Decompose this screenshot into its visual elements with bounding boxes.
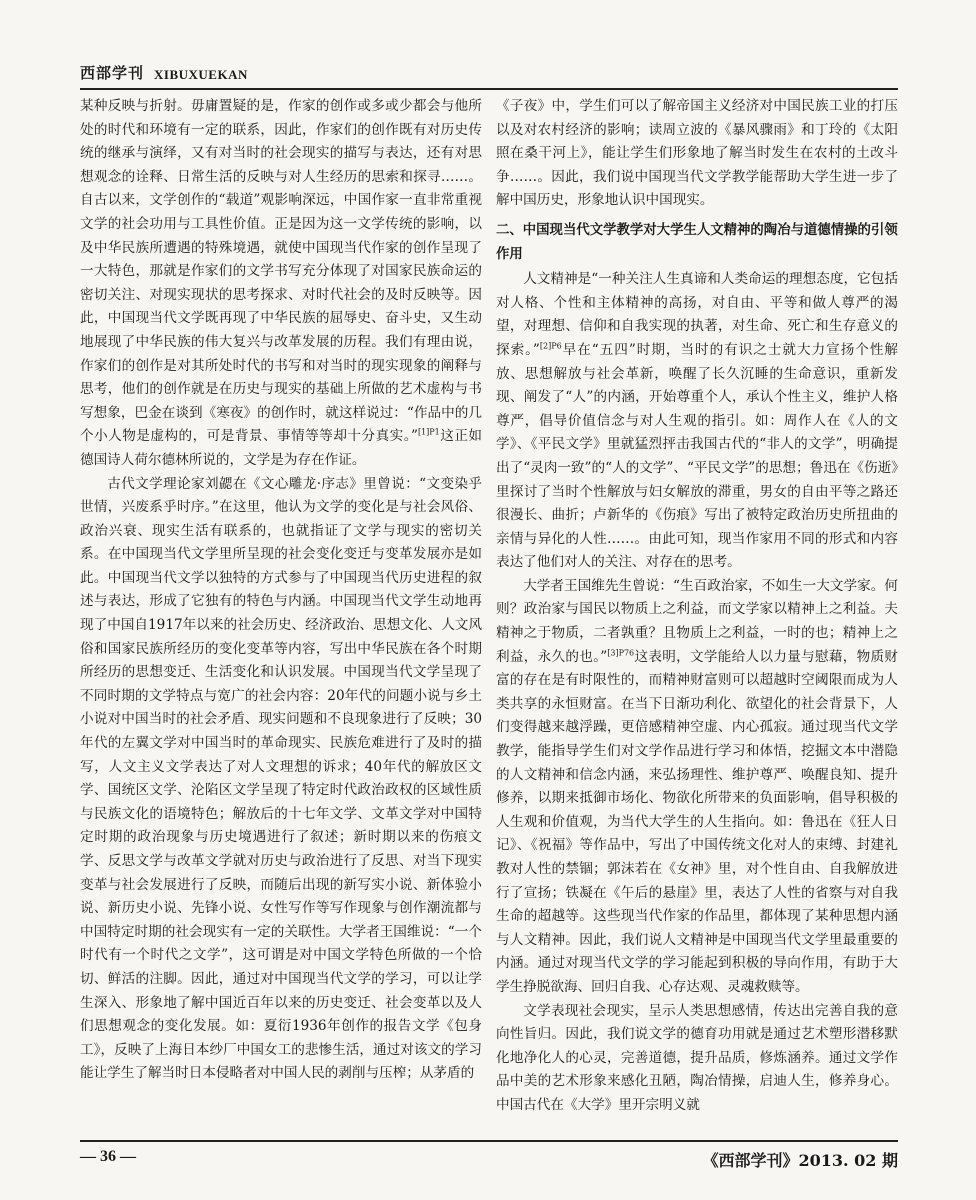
body-columns (80, 95, 898, 1128)
citation-ref: [3]P76 (607, 648, 635, 658)
paragraph: 文学表现社会现实，呈示人类思想感情，传达出完善自我的意向性旨归。因此，我们说文学的德育功用就是通过艺术塑形潜移默化地净化人的心灵，完善道德，提升品质，修炼涵养。通过文学作品中美的艺术形象来感化丑陋，陶冶情操，启迪人生，修养身心。中国古代在《大学》里开宗明义就 (496, 1002, 898, 1113)
paragraph: 某种反映与折射。毋庸置疑的是，作家的创作或多或少都会与他所处的时代和环境有一定的联系，因此，作家们的创作既有对历史传统的继承与演绎，又有对当时的社会现实的描写与表达，还有对思想观念的诠释、日常生活的反映与对人生经历的思索和探寻……。自古以来，文学创作的“载道”观影响深远，中国作家一直非常重视文学的社会功用与工具性价值。正是因为这一文学传统的影响，以及中华民族所遭遇的特殊境遇，就使中国现当代作家的创作呈现了一大特色，那就是作家们的文学书写充分体现了对国家民族命运的密切关注、对现实现状的思考探求、对时代社会的及时反映等。因此，中国现当代文学既再现了中华民族的屈辱史、奋斗史，又生动地展现了中华民族的伟大复兴与改革发展的历程。我们有理由说，作家们的创作是对其所处时代的书写和对当时的现实现象的阐释与思考，他们的创作就是在历史与现实的基础上所做的艺术虚构与书写想象，巴金在谈到《寒夜》的创作时，就这样说过：“作品中的几个小人物是虚构的，可是背景、事情等等却十分真实。”$^{[1]P1}$这正如德国诗人荷尔德林所说的，文学是为存在作证。 (80, 98, 482, 468)
left-column (80, 95, 482, 1128)
journal-name-en: XIBUXUEKAN (154, 67, 248, 82)
page-footer (80, 1140, 898, 1176)
section-heading: 二、中国现当代文学教学对大学生人文精神的陶冶与道德情操的引领作用 (496, 222, 898, 262)
page-number: — 36 — (80, 1148, 136, 1165)
paragraph: 大学者王国维先生曾说：“生百政治家，不如生一大文学家。何则？政治家与国民以物质上之利益，而文学家以精神上之利益。夫精神之于物质，二者孰重？且物质上之利益，一时的也；精神上之利益，永久的也。”$^{[3]P76}$这表明，文学能给人以力量与慰藉，物质财富的存在是有时限性的，而精神财富则可以超越时空阈限而成为人类共享的永恒财富。在当下日渐功利化、欲望化的社会背景下，人们变得越来越浮躁，更倍感精神空虚、内心孤寂。通过现当代文学教学，能指导学生们对文学作品进行学习和体悟，挖掘文本中潜隐的人文精神和信念内涵，来弘扬理性、维护尊严、唤醒良知、提升修养，以期来抵御市场化、物欲化所带来的负面影响，倡导积极的人生观和价值观，为当代大学生的人生指向。如：鲁迅在《狂人日记》、《祝福》等作品中，写出了中国传统文化对人的束缚、封建礼教对人性的禁锢；郭沫若在《女神》里，对个性自由、自我解放进行了宣扬；铁凝在《午后的悬崖》里，表达了人性的省察与对自我生命的超越等。这些现当代作家的作品里，都体现了某种思想内涵与人文精神。因此，我们说人文精神是中国现当代文学里最重要的内涵。通过对现当代文学的学习能起到积极的导向作用，有助于大学生挣脱欲海、回归自我、心存达观、灵魂救赎等。 (496, 577, 898, 995)
journal-name-cn: 西部学刊 (80, 64, 145, 82)
journal-issue: 《西部学刊》2013. 02 期 (702, 1151, 898, 1170)
citation-ref: [1]P1 (417, 427, 440, 437)
paragraph: 《子夜》中，学生们可以了解帝国主义经济对中国民族工业的打压以及对农村经济的影响；读周立波的《暴风骤雨》和丁玲的《太阳照在桑干河上》，能让学生们形象地了解当时发生在农村的土改斗争……。因此，我们说中国现当代文学教学能帮助大学生进一步了解中国历史，形象地认识中国现实。 (496, 98, 898, 209)
paragraph: 人文精神是“一种关注人生真谛和人类命运的理想态度，它包括对人格、个性和主体精神的高扬，对自由、平等和做人尊严的渴望，对理想、信仰和自我实现的执著，对生命、死亡和生存意义的探索。”$^{[2]P6}$早在“五四”时期，当时的有识之士就大力宣扬个性解放、思想解放与社会革新，唤醒了长久沉睡的生命意识，重新发现、阐发了“人”的内涵，开始尊重个人，承认个性主义，维护人格尊严，倡导价值信念与对人生观的指引。如：周作人在《人的文学》、《平民文学》里就猛烈抨击我国古代的“非人的文学”，明确提出了“灵肉一致”的“人的文学”、“平民文学”的思想；鲁迅在《伤逝》里探讨了当时个性解放与妇女解放的滞重，男女的自由平等之路还很漫长、曲折；卢新华的《伤痕》写出了被特定政治历史所扭曲的亲情与异化的人性……。由此可知，现当作家用不同的形式和内容表达了他们对人的关注、对存在的思考。 (496, 271, 898, 571)
right-column (496, 95, 898, 1128)
running-header (80, 60, 898, 90)
citation-ref: [2]P6 (539, 341, 562, 351)
paragraph: 古代文学理论家刘勰在《文心雕龙·序志》里曾说：“文变染乎世情，兴废系乎时序。”在这里，他认为文学的变化是与社会风俗、政治兴衰、现实生活有联系的，也就指证了文学与现实的密切关系。在中国现当代文学里所呈现的社会变化变迁与变革发展亦是如此。中国现当代文学以独特的方式参与了中国现当代历史进程的叙述与表达，形成了它独有的特色与内涵。中国现当代文学生动地再现了中国自1917年以来的社会历史、经济政治、思想文化、人文风俗和国家民族所经历的变化变革等内容，写出中华民族在各个时期所经历的思想变迁、生活变化和认识发展。中国现当代文学呈现了不同时期的文学特点与宽广的社会内容：20年代的问题小说与乡土小说对中国当时的社会矛盾、现实问题和不良现象进行了反映；30年代的左翼文学对中国当时的革命现实、民族危难进行了及时的描写，人文主义文学表达了对人文理想的诉求；40年代的解放区文学、国统区文学、沦陷区文学呈现了特定时代政治政权的区域性质与民族文化的语境特色；解放后的十七年文学、文革文学对中国特定时期的政治现象与历史境遇进行了叙述；新时期以来的伤痕文学、反思文学与改革文学就对历史与政治进行了反思、对当下现实变革与社会发展进行了反映，而随后出现的新写实小说、新体验小说、新历史小说、先锋小说、女性写作等写作现象与创作潮流都与中国特定时期的社会现实有一定的关联性。大学者王国维说：“一个时代有一个时代之文学”，这可谓是对中国文学特色所做的一个恰切、鲜活的注脚。因此，通过对中国现当代文学的学习，可以让学生深入、形象地了解中国近百年以来的历史变迁、社会变革以及人们思想观念的变化发展。如：夏衍1936年创作的报告文学《包身工》，反映了上海日本纱厂中国女工的悲惨生活，通过对该文的学习能让学生了解当时日本侵略者对中国人民的剥削与压榨；从茅盾的 (80, 475, 482, 1082)
